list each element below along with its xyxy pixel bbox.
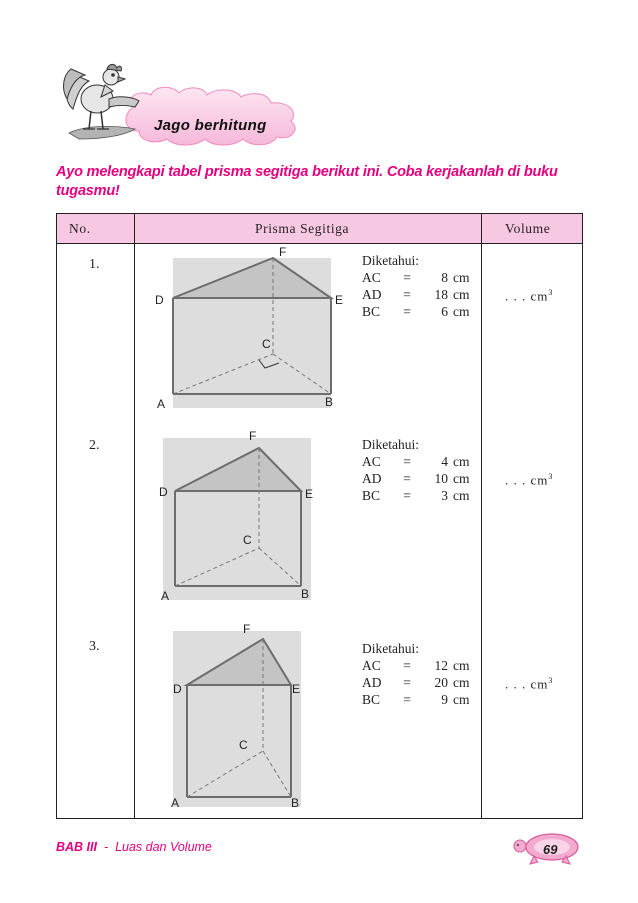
known-row: BC = 3 cm <box>362 488 470 503</box>
known-row: AD = 10 cm <box>362 471 470 486</box>
prism-figure-2 <box>147 426 341 604</box>
section-title: Jago berhitung <box>154 117 267 134</box>
column-divider <box>481 214 482 818</box>
chapter-label: BAB III <box>56 840 97 854</box>
footer-chapter <box>56 840 212 854</box>
known-row: AD = 18 cm <box>362 287 470 302</box>
header-prism: Prisma Segitiga <box>255 221 350 236</box>
volume-blank-2: . . . $cm^3$ <box>505 472 553 488</box>
known-values-3 <box>362 640 470 708</box>
vertex-label: F <box>243 622 251 636</box>
header-no: No. <box>69 221 91 236</box>
prism-figure-3 <box>167 619 317 809</box>
known-row: BC = 6 cm <box>362 304 470 319</box>
prism-figure-1 <box>147 245 344 412</box>
vertex-label: D <box>155 293 164 307</box>
vertex-label: F <box>279 245 287 259</box>
volume-blank-3: . . . $cm^3$ <box>505 676 553 692</box>
known-values-2 <box>362 436 470 504</box>
vertex-label: E <box>335 293 344 307</box>
header-volume: Volume <box>505 221 551 236</box>
known-values-1 <box>362 252 470 320</box>
vertex-label: C <box>239 738 248 752</box>
known-title: Diketahui: <box>362 641 419 656</box>
separator: - <box>103 840 109 854</box>
vertex-label: D <box>159 485 168 499</box>
vertex-label: B <box>301 587 310 601</box>
row-number: 3. <box>89 639 100 654</box>
known-row: AC = 4 cm <box>362 454 470 469</box>
instruction-text: Ayo melengkapi tabel prisma segitiga berikut ini. Coba kerjakanlah di buku tugasmu! <box>56 164 558 199</box>
vertex-label: A <box>171 796 180 810</box>
known-title: Diketahui: <box>362 253 419 268</box>
vertex-label: A <box>157 397 166 411</box>
known-row: AC = 12 cm <box>362 658 470 673</box>
column-divider <box>134 214 135 818</box>
known-title: Diketahui: <box>362 437 419 452</box>
vertex-label: F <box>249 429 257 443</box>
vertex-label: A <box>161 589 170 603</box>
row-number: 1. <box>89 257 100 272</box>
vertex-label: B <box>325 395 334 409</box>
vertex-label: C <box>243 533 252 547</box>
vertex-label: D <box>173 682 182 696</box>
header-banner <box>55 55 305 150</box>
known-row: AC = 8 cm <box>362 270 470 285</box>
vertex-label: C <box>262 337 271 351</box>
volume-blank-1: . . . $cm^3$ <box>505 288 553 304</box>
vertex-label: B <box>291 796 300 810</box>
known-row: AD = 20 cm <box>362 675 470 690</box>
vertex-label: E <box>305 487 314 501</box>
prism-table <box>56 213 583 819</box>
known-row: BC = 9 cm <box>362 692 470 707</box>
vertex-label: E <box>292 682 301 696</box>
chapter-title: Luas dan Volume <box>115 840 212 854</box>
row-number: 2. <box>89 438 100 453</box>
page-number: 69 <box>543 842 558 857</box>
